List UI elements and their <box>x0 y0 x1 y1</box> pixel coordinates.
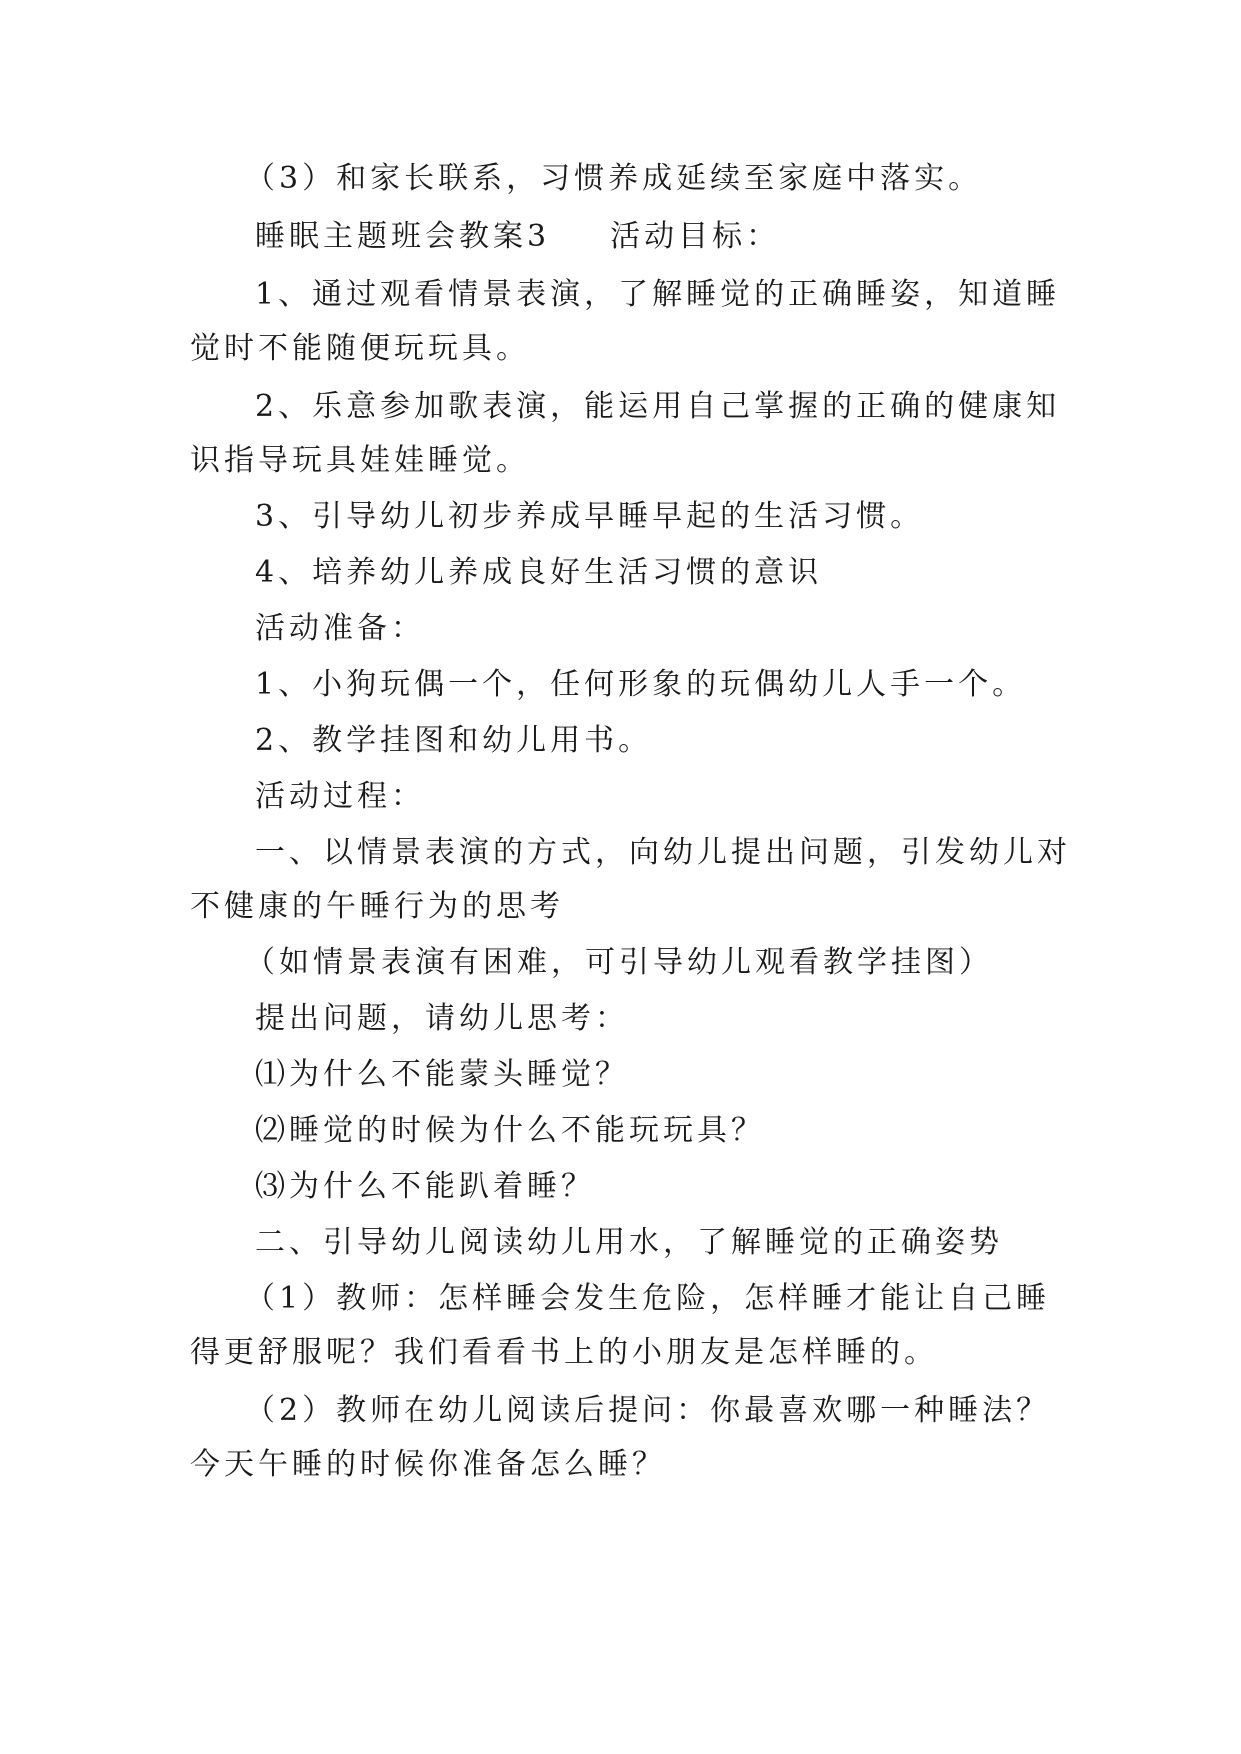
paragraph-line: 得更舒服呢？我们看看书上的小朋友是怎样睡的。 <box>190 1335 938 1370</box>
paragraph-line: 识指导玩具娃娃睡觉。 <box>190 443 530 478</box>
section-heading: 活动过程： <box>255 779 425 814</box>
list-item: ⑴为什么不能蒙头睡觉？ <box>255 1057 629 1092</box>
lesson-title: 睡眠主题班会教案3 <box>255 219 551 254</box>
paragraph-line: 一、以情景表演的方式，向幼儿提出问题，引发幼儿对 <box>255 835 1071 870</box>
section-heading: 活动准备： <box>255 611 425 646</box>
section-heading: 活动目标： <box>610 219 781 254</box>
paragraph-line: 4、培养幼儿养成良好生活习惯的意识 <box>255 555 823 590</box>
paragraph-line: 不健康的午睡行为的思考 <box>190 889 564 924</box>
paragraph-line <box>255 218 780 256</box>
paragraph-line: 觉时不能随便玩玩具。 <box>190 331 530 366</box>
paragraph-line: 3、引导幼儿初步养成早睡早起的生活习惯。 <box>255 499 925 534</box>
paragraph-line: 提出问题，请幼儿思考： <box>255 1001 629 1036</box>
paragraph-line: （如情景表演有困难，可引导幼儿观看教学挂图） <box>245 945 993 980</box>
paragraph-line: 二、引导幼儿阅读幼儿用水，了解睡觉的正确姿势 <box>255 1225 1003 1260</box>
paragraph-line: （2）教师在幼儿阅读后提问：你最喜欢哪一种睡法？ <box>245 1393 1051 1428</box>
paragraph-line: 1、通过观看情景表演，了解睡觉的正确睡姿，知道睡 <box>255 277 1061 312</box>
paragraph-line: 2、教学挂图和幼儿用书。 <box>255 723 653 758</box>
list-item: ⑶为什么不能趴着睡？ <box>255 1169 595 1204</box>
paragraph-line: （1）教师：怎样睡会发生危险，怎样睡才能让自己睡 <box>245 1281 1051 1316</box>
list-item: ⑵睡觉的时候为什么不能玩玩具？ <box>255 1113 765 1148</box>
paragraph-line: 1、小狗玩偶一个，任何形象的玩偶幼儿人手一个。 <box>255 667 1027 702</box>
paragraph-line: （3）和家长联系，习惯养成延续至家庭中落实。 <box>245 161 983 196</box>
paragraph-line: 今天午睡的时候你准备怎么睡？ <box>190 1447 666 1482</box>
paragraph-line: 2、乐意参加歌表演，能运用自己掌握的正确的健康知 <box>255 389 1061 424</box>
